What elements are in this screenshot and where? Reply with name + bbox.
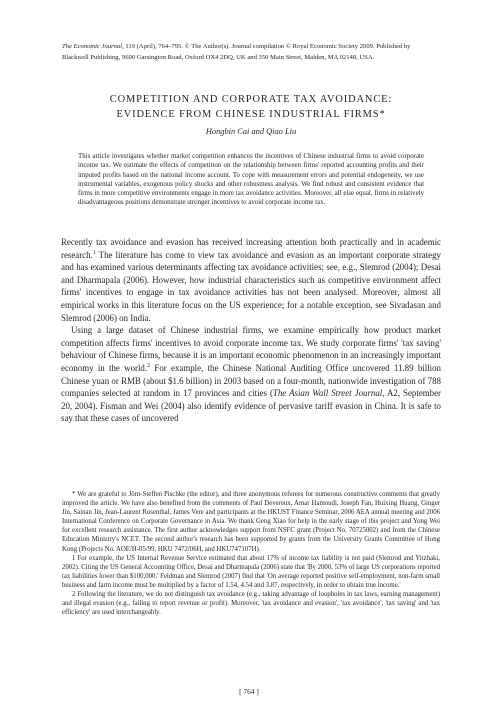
authors: Hongbin Cai and Qiao Liu bbox=[205, 127, 297, 136]
footnote-star: * We are grateful to Jörn-Steffen Pischke (the editor), and three anonymous referees for numerous constructive comments that greatly improved the article. We have also benefited from the comments of Paul Devereux, Amar Hamoudi, Joseph Fan, Huixing Huang, Ginger Jin, Sainan Jin, Jean-Laurent Rosenthal, James Vere and participants at the HKUST Finance Seminar, 2006 AEA annual meeting and 2006 International Conference on Corporate Governance in Asia. We thank Geng Xiao for help in the early stage of this project and Yong Wei for excellent research assistance. The first author acknowledges support from NSFC grant (Project No. 70725002) and from the Chinese Education Ministry's NCET. The second author's research has been supported by grants from the University Grants Committee of Hong Kong (Projects No. AOE/H-05/99, HKU 7472/06H, and HKU747107H). bbox=[62, 491, 440, 553]
article-title bbox=[62, 92, 440, 122]
page-number: [ 764 ] bbox=[239, 687, 259, 696]
paragraph-2-text-a: Using a large dataset of Chinese industrial firms, we examine empirically how product market competition affects firms' incentives to avoid corporate income tax. We study corporate firms' 'tax saving' behaviour of Chinese firms, because it is an important economic phenomenon in an increasingly important economy in the world. bbox=[61, 325, 441, 373]
paragraph-2-text-b: For example, the Chinese National Auditing Office uncovered 11.89 billion Chinese yuan or RMB (about $1.6 billion) in 2003 based on a four-month, nationwide investigation of 788 companies selected at random in 17 provinces and cities ( bbox=[61, 362, 441, 399]
header-line-1 bbox=[62, 41, 442, 52]
journal-header bbox=[62, 41, 442, 63]
paragraph-2-italic: The Asian Wall Street Journal bbox=[272, 388, 383, 399]
footnote-1: 1 For example, the US Internal Revenue Service estimated that about 17% of income tax liability is not paid (Slemrod and Yitzhaki, 2002). Citing the US General Accounting Office, Desai and Dharmapala (2006) state that 'By 2000, 53% of large US corporations reported tax liabilities lower than $100,000.' Feldman and Slemrod (2007) find that 'On average reported positive self-employment, non-farm small business and farm income must be multiplied by a factor of 1.54, 4.54 and 3.87, respectively, in order to obtain true income.' bbox=[62, 554, 440, 589]
header-line-2: Blackwell Publishing, 9600 Garsington Road, Oxford OX4 2DQ, UK and 350 Main Street, Malden, MA 02148, USA. bbox=[62, 54, 375, 61]
body-text bbox=[61, 236, 441, 425]
title-line-1: COMPETITION AND CORPORATE TAX AVOIDANCE: bbox=[109, 94, 393, 105]
paragraph-2 bbox=[61, 324, 441, 425]
footnotes bbox=[62, 490, 440, 617]
footnote-ref-2: 2 bbox=[147, 362, 151, 369]
title-line-2: EVIDENCE FROM CHINESE INDUSTRIAL FIRMS* bbox=[116, 109, 386, 120]
footnote-2: 2 Following the literature, we do not distinguish tax avoidance (e.g., taking advantage of loopholes in tax laws, earning management) and illegal evasion (e.g., failing to report revenue or profit). Moreover, 'tax avoidance and evasion', 'tax avoidance', 'tax saving' and 'tax efficiency' are used interchangeably. bbox=[62, 591, 440, 617]
journal-name: The Economic Journal bbox=[62, 43, 123, 50]
paragraph-1-text-a: Recently tax avoidance and evasion has received increasing attention both practically and in academic research. bbox=[61, 237, 441, 260]
paragraph-1-text-b: The literature has come to view tax avoidance and evasion as an important corporate strategy and has examined various determinants affecting tax avoidance activities; see, e.g., Slemrod (2004); Desai and Dharmapala (2006). However, how industrial characteristics such as competitive environment affect firms' incentives to engage in tax avoidance activities has not been analysed. Moreover, almost all empirical works in this literature focus on the US experience; for a notable exception, see Sivadasan and Slemrod (2006) on India. bbox=[61, 249, 441, 323]
header-citation: , 119 (April), 764–795. © The Author(s). Journal compilation © Royal Economic Society 2009. Published by bbox=[122, 43, 411, 50]
footnote-ref-1: 1 bbox=[92, 249, 96, 256]
paragraph-1 bbox=[61, 236, 441, 324]
paragraph-2-text-c: , A2, September 20, 2004). Fisman and Wei (2004) also identify evidence of pervasive tariff evasion in China. It is safe to say that these cases of uncovered bbox=[61, 388, 441, 424]
abstract: This article investigates whether market competition enhances the incentives of Chinese industrial firms to avoid corporate income tax. We estimate the effects of competition on the relationship between firms' reported accounting profits and their imputed profits based on the national income account. To cope with measurement errors and potential endogeneity, we use instrumental variables, exogenous policy shocks and other robustness analysis. We find robust and consistent evidence that firms in more competitive environments engage in more tax avoidance activities. Moreover, all else equal, firms in relatively disadvantageous positions demonstrate stronger incentives to avoid corporate income tax. bbox=[78, 153, 424, 207]
